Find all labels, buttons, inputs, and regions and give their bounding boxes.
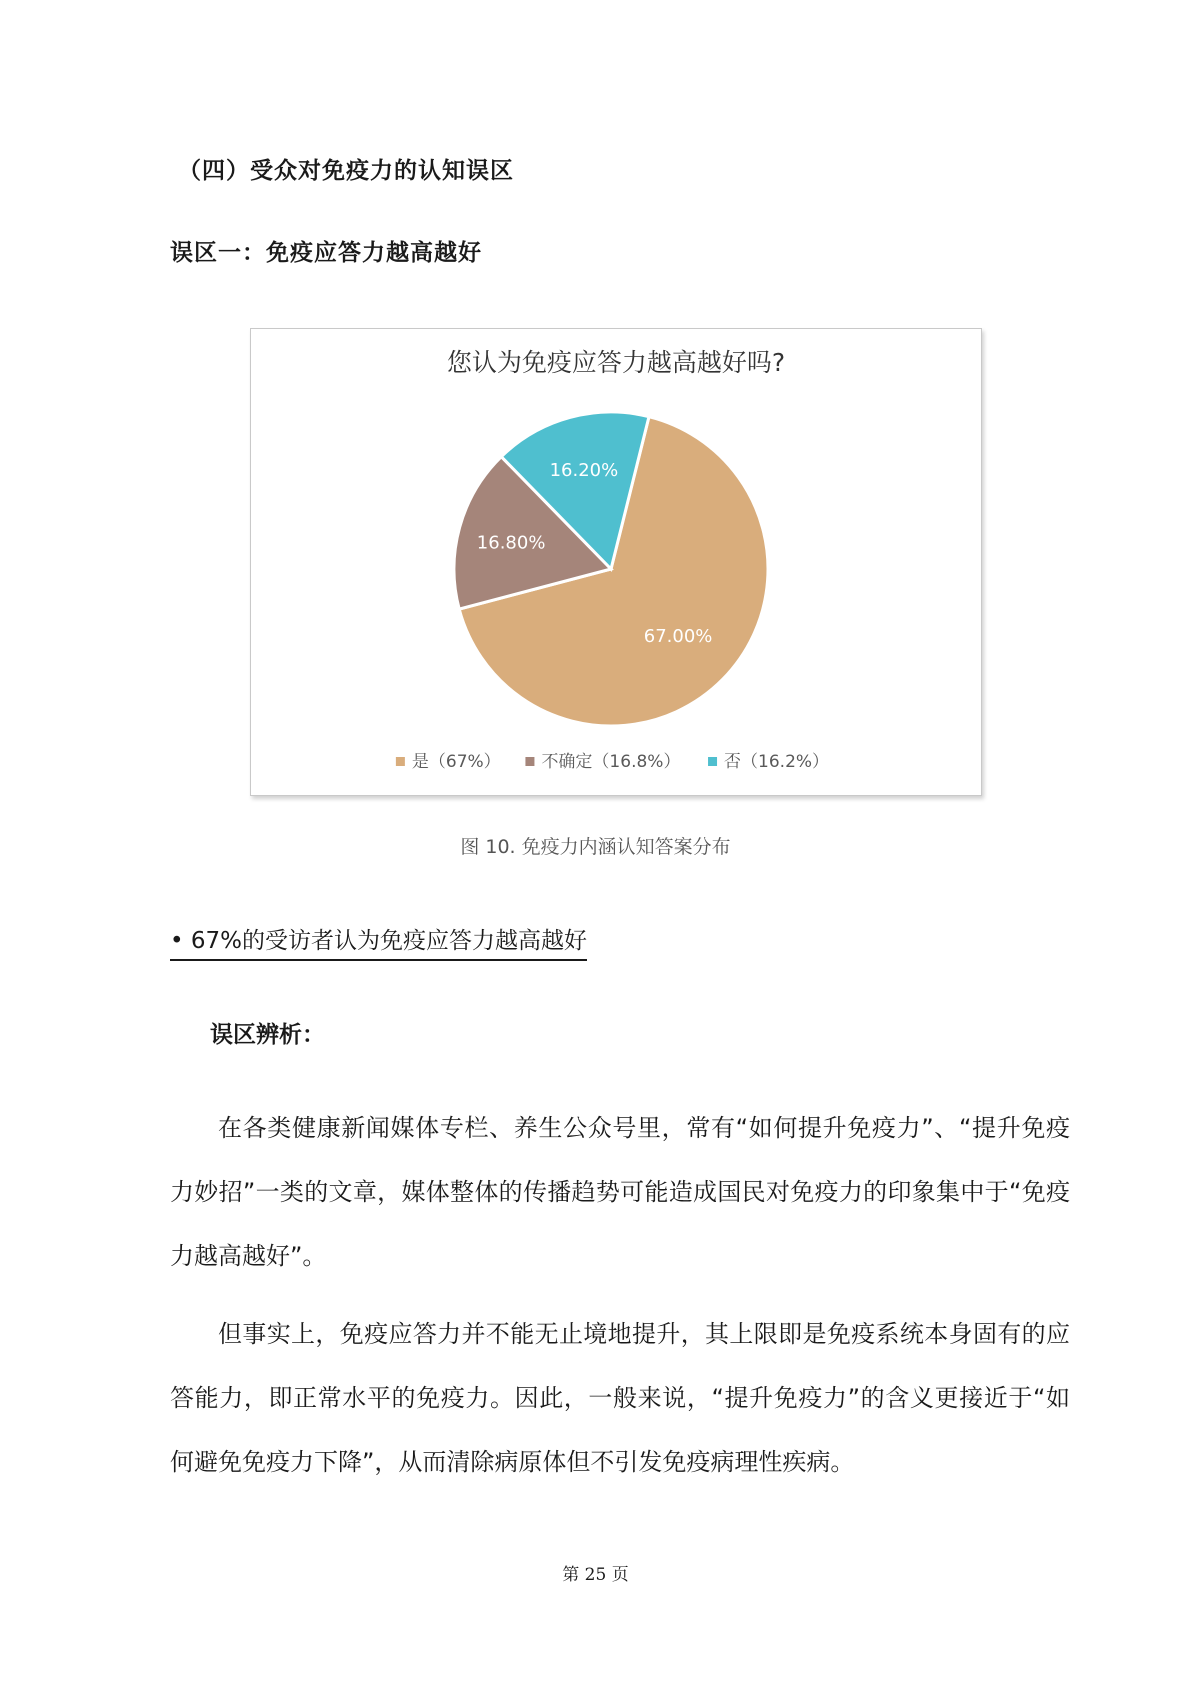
pie-chart [250, 328, 982, 796]
legend-label: 不确定（16.8%） [541, 752, 681, 772]
figure-caption: 图 10. 免疫力内涵认知答案分布 [460, 836, 731, 858]
pie-data-label: 16.20% [549, 459, 619, 481]
chart-title: 您认为免疫应答力越高越好吗? [446, 348, 786, 377]
legend-swatch [396, 757, 405, 766]
key-finding-bullet: • 67%的受访者认为免疫应答力越高越好 [170, 922, 587, 961]
myth-title: 误区一：免疫应答力越高越好 [170, 240, 482, 266]
paragraph-1: 在各类健康新闻媒体专栏、养生公众号里，常有“如何提升免疫力”、“提升免疫力妙招”一类的文章，媒体整体的传播趋势可能造成国民对免疫力的印象集中于“免疫力越高越好”。 [170, 1114, 1070, 1270]
legend-swatch [708, 757, 717, 766]
legend-swatch [525, 757, 534, 766]
chart-legend [396, 752, 829, 772]
section-title: （四）受众对免疫力的认知误区 [178, 158, 514, 184]
legend-label: 否（16.2%） [724, 752, 830, 772]
pie-chart-canvas [251, 329, 981, 795]
pie-data-label: 16.80% [476, 532, 546, 554]
page-number: 第 25 页 [562, 1565, 629, 1585]
pie-data-label: 67.00% [643, 626, 713, 648]
analysis-heading: 误区辨析： [210, 1022, 325, 1048]
paragraph-2: 但事实上，免疫应答力并不能无止境地提升，其上限即是免疫系统本身固有的应答能力，即正常水平的免疫力。因此，一般来说，“提升免疫力”的含义更接近于“如何避免免疫力下降”，从而清除病原体但不引发免疫病理性疾病。 [170, 1320, 1070, 1476]
legend-label: 是（67%） [411, 752, 501, 772]
